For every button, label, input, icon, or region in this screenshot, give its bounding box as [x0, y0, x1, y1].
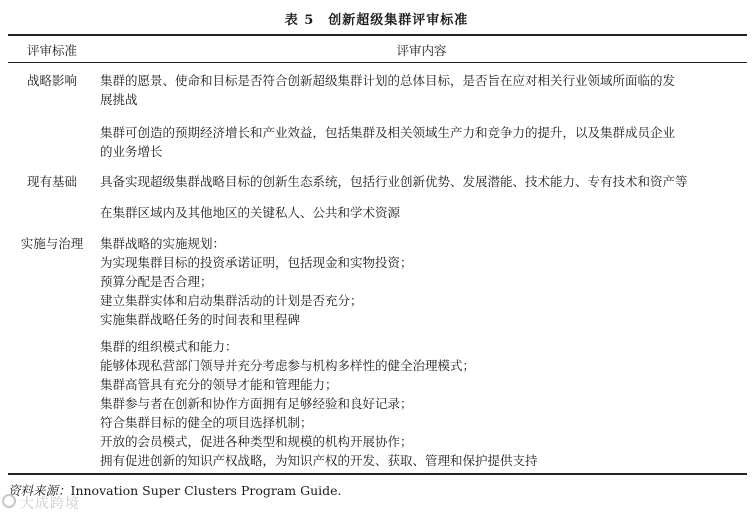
criteria-implementation-governance: 实施与治理 [20, 236, 84, 251]
table-top-rule [8, 34, 747, 36]
table-bottom-rule [8, 473, 747, 475]
column-header-content: 评审内容 [396, 43, 447, 58]
content-line: 符合集群目标的健全的项目选择机制； [100, 415, 313, 430]
content-line: 集群的愿景、使命和目标是否符合创新超级集群计划的总体目标，是否旨在应对相关行业领域所面临的发 [100, 73, 676, 88]
content-line: 能够体现私营部门领导并充分考虑参与机构多样性的健全治理模式； [100, 358, 476, 373]
content-line: 实施集群战略任务的时间表和里程碑 [100, 312, 301, 327]
content-line: 集群战略的实施规划： [100, 236, 226, 251]
table-caption: 表 5 创新超级集群评审标准 [284, 13, 469, 28]
content-line: 的业务增长 [100, 144, 163, 159]
content-line: 为实现集群目标的投资承诺证明，包括现金和实物投资； [100, 255, 413, 270]
content-paragraph [100, 234, 747, 329]
content-paragraph [100, 337, 747, 470]
content-line: 在集群区域内及其他地区的关键私人、公共和学术资源 [100, 205, 401, 220]
content-line: 拥有促进创新的知识产权战略，为知识产权的开发、获取、管理和保护提供支持 [100, 453, 538, 468]
content-line: 集群参与者在创新和协作方面拥有足够经验和良好记录； [100, 396, 413, 411]
criteria-existing-foundation: 现有基础 [26, 174, 77, 189]
watermark-text: 大成跨境 [20, 496, 80, 512]
content-paragraph [100, 172, 747, 191]
content-line: 建立集群实体和启动集群活动的计划是否充分； [100, 293, 363, 308]
content-paragraph [100, 123, 747, 161]
content-line: 具备实现超级集群战略目标的创新生态系统，包括行业创新优势、发展潜能、技术能力、专有技术和资产等 [100, 174, 688, 189]
content-line: 集群的组织模式和能力： [100, 339, 238, 354]
criteria-strategic-impact: 战略影响 [26, 73, 77, 88]
content-line: 开放的会员模式，促进各种类型和规模的机构开展协作； [100, 434, 413, 449]
column-header-criteria: 评审标准 [26, 43, 77, 58]
source-text: Innovation Super Clusters Program Guide. [70, 483, 342, 498]
content-line: 集群高管具有充分的领导才能和管理能力； [100, 377, 338, 392]
content-paragraph [100, 203, 747, 222]
source-label: 资料来源： [8, 483, 71, 498]
content-line: 预算分配是否合理； [100, 274, 213, 289]
header-divider-rule [8, 62, 747, 63]
content-line: 展挑战 [100, 92, 138, 107]
content-line: 集群可创造的预期经济增长和产业效益，包括集群及相关领域生产力和竞争力的提升，以及集群成员企业 [100, 125, 676, 140]
content-paragraph [100, 71, 747, 109]
watermark-logo-icon [2, 494, 16, 508]
